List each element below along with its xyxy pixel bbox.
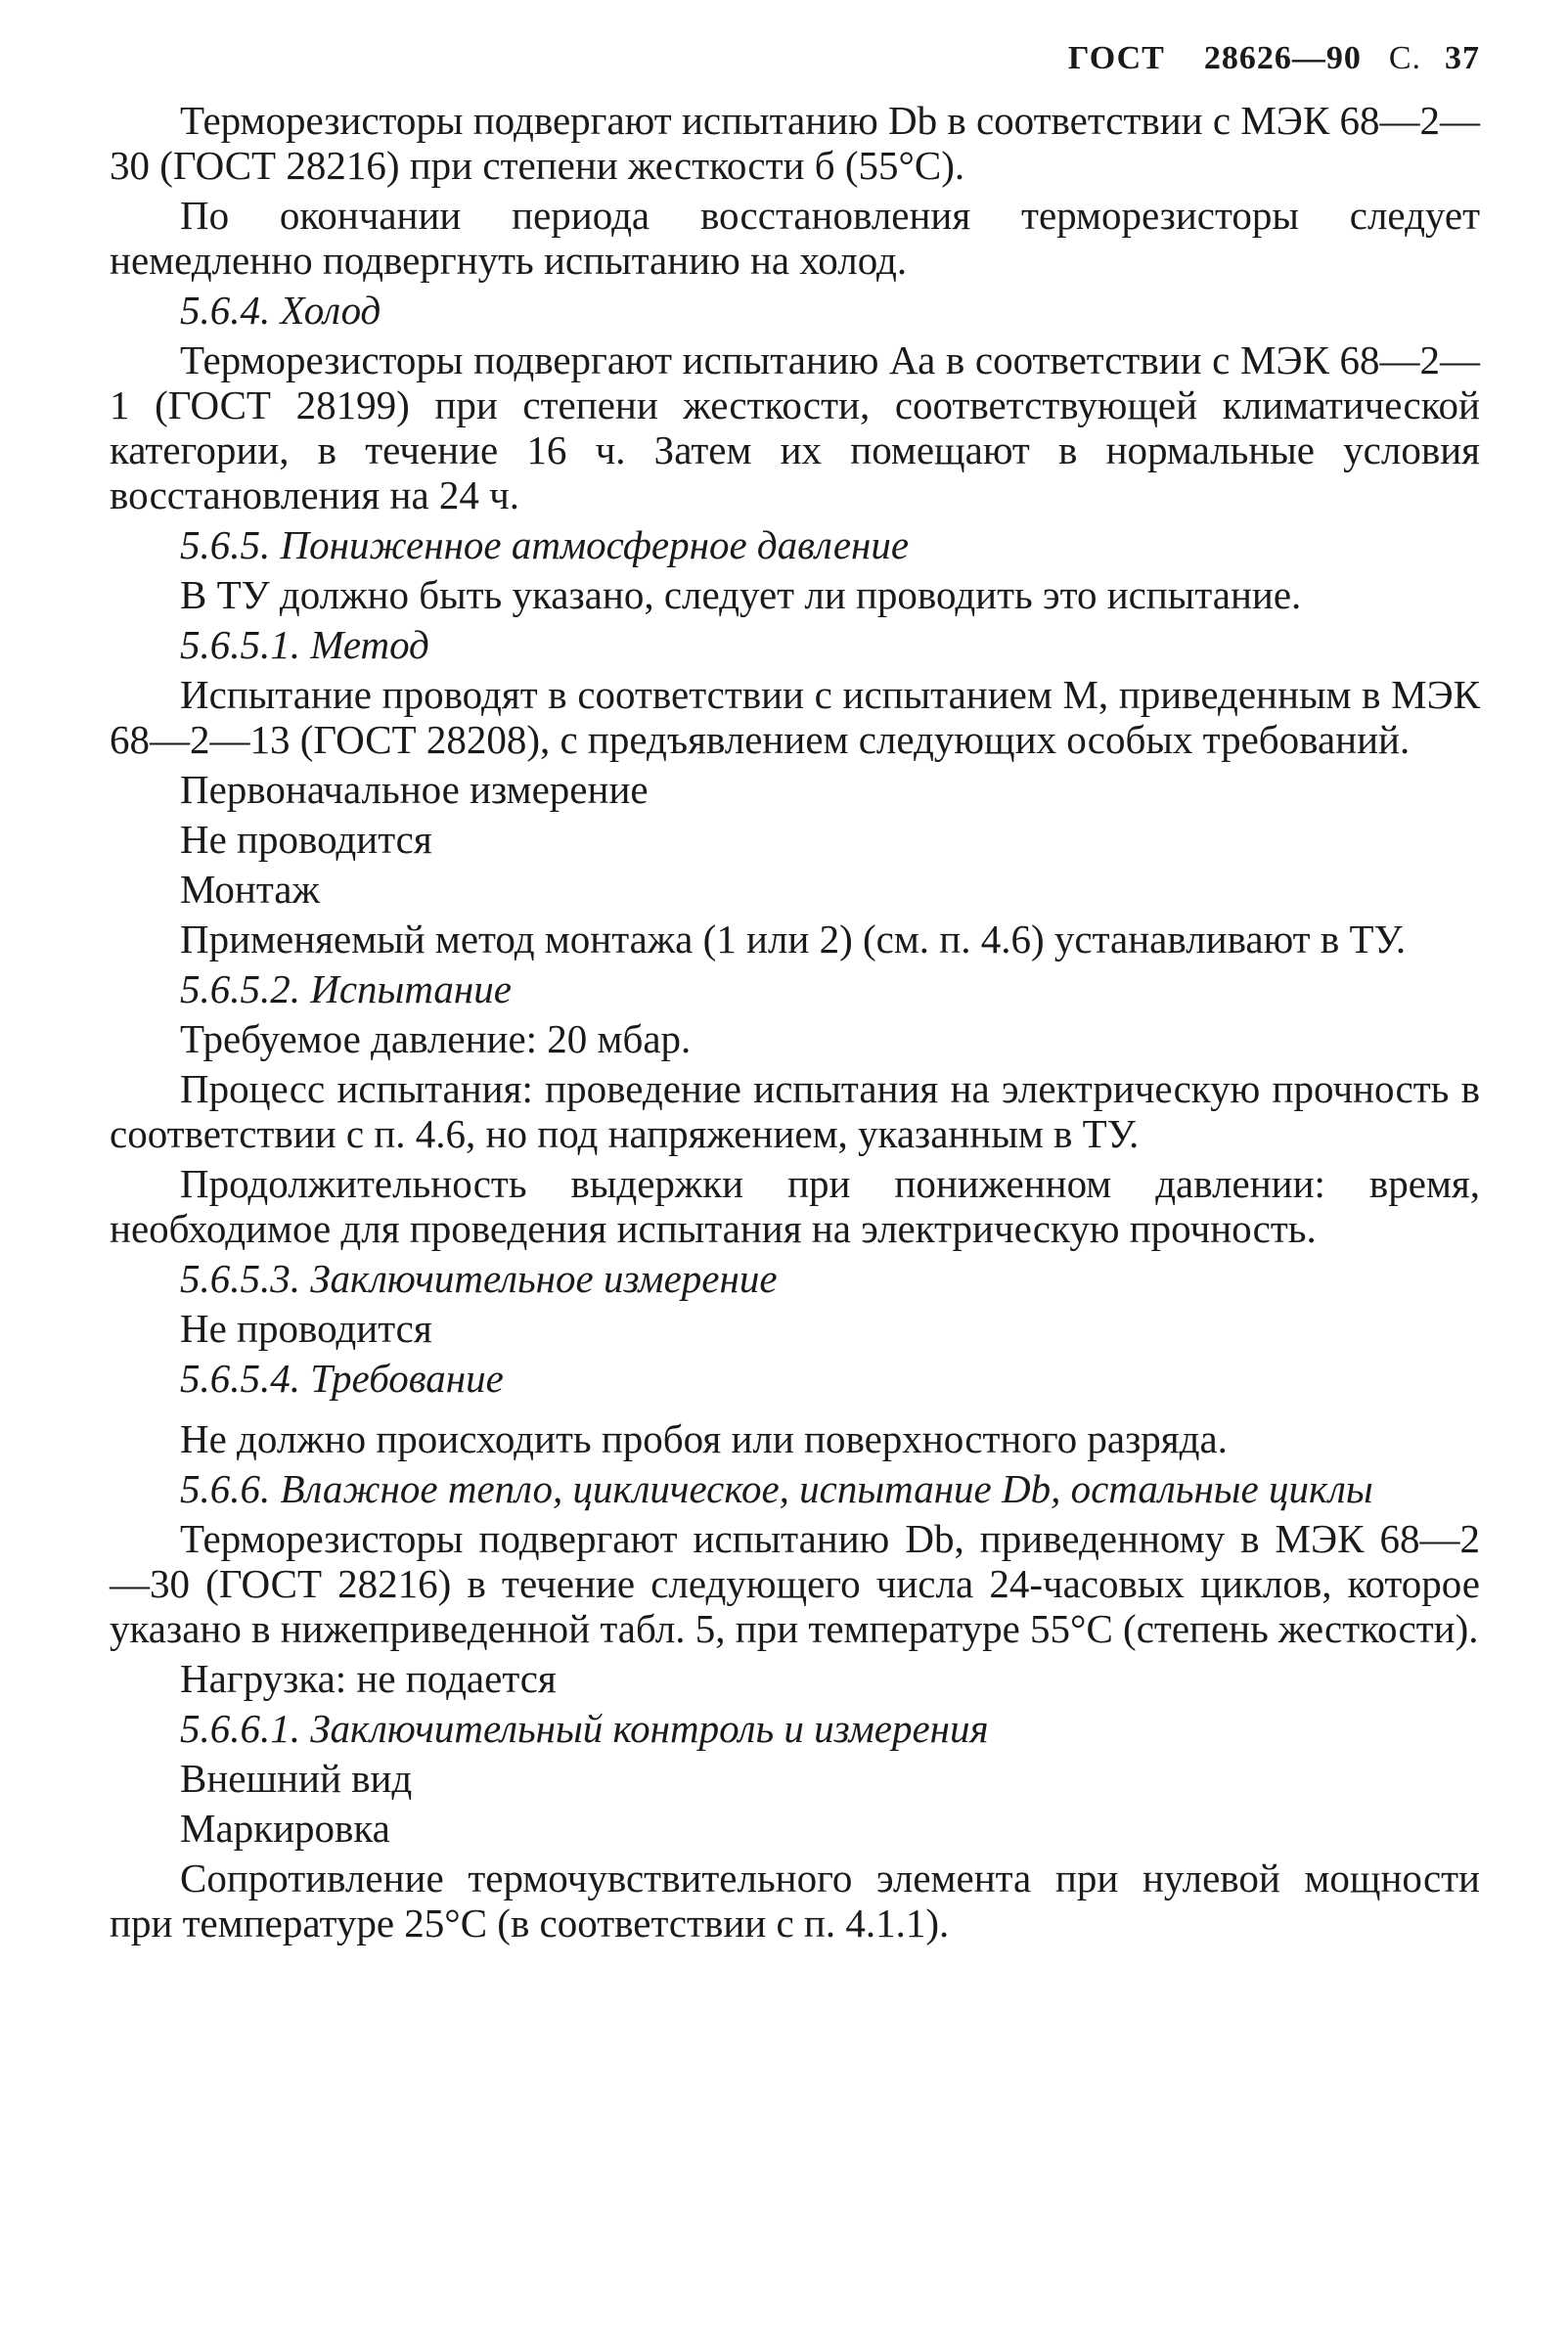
paragraph: Испытание проводят в соответствии с испытанием М, приведенным в МЭК 68—2—13 (ГОСТ 28208), с предъявлением следующих особых требований. [110,672,1480,762]
subsection-heading: 5.6.5.3. Заключительное измерение [180,1256,778,1301]
header-page-number: 37 [1445,40,1480,76]
paragraph: Применяемый метод монтажа (1 или 2) (см. п. 4.6) устанавливают в ТУ. [180,917,1407,962]
header-number: 28626—90 [1203,40,1362,76]
paragraph: Нагрузка: не подается [180,1656,557,1701]
header-standard: ГОСТ [1067,40,1165,76]
subsection-heading: 5.6.5.2. Испытание [180,966,512,1011]
paragraph: Терморезисторы подвергают испытанию Db, приведенному в МЭК 68—2—30 (ГОСТ 28216) в течение следующего числа 24-часовых циклов, которое указано в нижеприведенной табл. 5, при температуре 55°С (степень жесткости). [110,1516,1480,1651]
paragraph: Монтаж [180,867,320,912]
paragraph: По окончании периода восстановления терморезисторы следует немедленно подвергнуть испытанию на холод. [110,193,1480,283]
paragraph: Внешний вид [180,1756,413,1801]
subsection-heading: 5.6.5.4. Требование [180,1356,504,1401]
paragraph: Сопротивление термочувствительного элемента при нулевой мощности при температуре 25°С (в соответствии с п. 4.1.1). [110,1856,1480,1946]
paragraph: Продолжительность выдержки при пониженном давлении: время, необходимое для проведения испытания на электрическую прочность. [110,1161,1480,1251]
subsection-heading: 5.6.6.1. Заключительный контроль и измерения [180,1706,989,1751]
section-heading: 5.6.6. Влажное тепло, циклическое, испытание Db, остальные циклы [180,1466,1373,1511]
paragraph: Требуемое давление: 20 мбар. [180,1016,692,1061]
paragraph: Не проводится [180,817,432,862]
paragraph: Терморезисторы подвергают испытанию Db в соответствии с МЭК 68—2—30 (ГОСТ 28216) при степени жесткости б (55°С). [110,98,1480,188]
page-header [110,39,1480,78]
section-heading: 5.6.4. Холод [180,288,381,333]
paragraph: Первоначальное измерение [180,767,649,812]
paragraph: Не должно происходить пробоя или поверхностного разряда. [180,1416,1228,1461]
paragraph: Процесс испытания: проведение испытания на электрическую прочность в соответствии с п. 4.6, но под напряжением, указанным в ТУ. [110,1066,1480,1156]
paragraph: Маркировка [180,1806,390,1851]
header-page-prefix: С. [1388,40,1421,76]
paragraph: Не проводится [180,1306,432,1351]
subsection-heading: 5.6.5.1. Метод [180,622,429,667]
paragraph: В ТУ должно быть указано, следует ли проводить это испытание. [180,572,1302,617]
paragraph: Терморезисторы подвергают испытанию Аа в соответствии с МЭК 68—2—1 (ГОСТ 28199) при степени жесткости, соответствующей климатической категории, в течение 16 ч. Затем их помещают в нормальные условия восстановления на 24 ч. [110,337,1480,517]
section-heading: 5.6.5. Пониженное атмосферное давление [180,522,910,567]
